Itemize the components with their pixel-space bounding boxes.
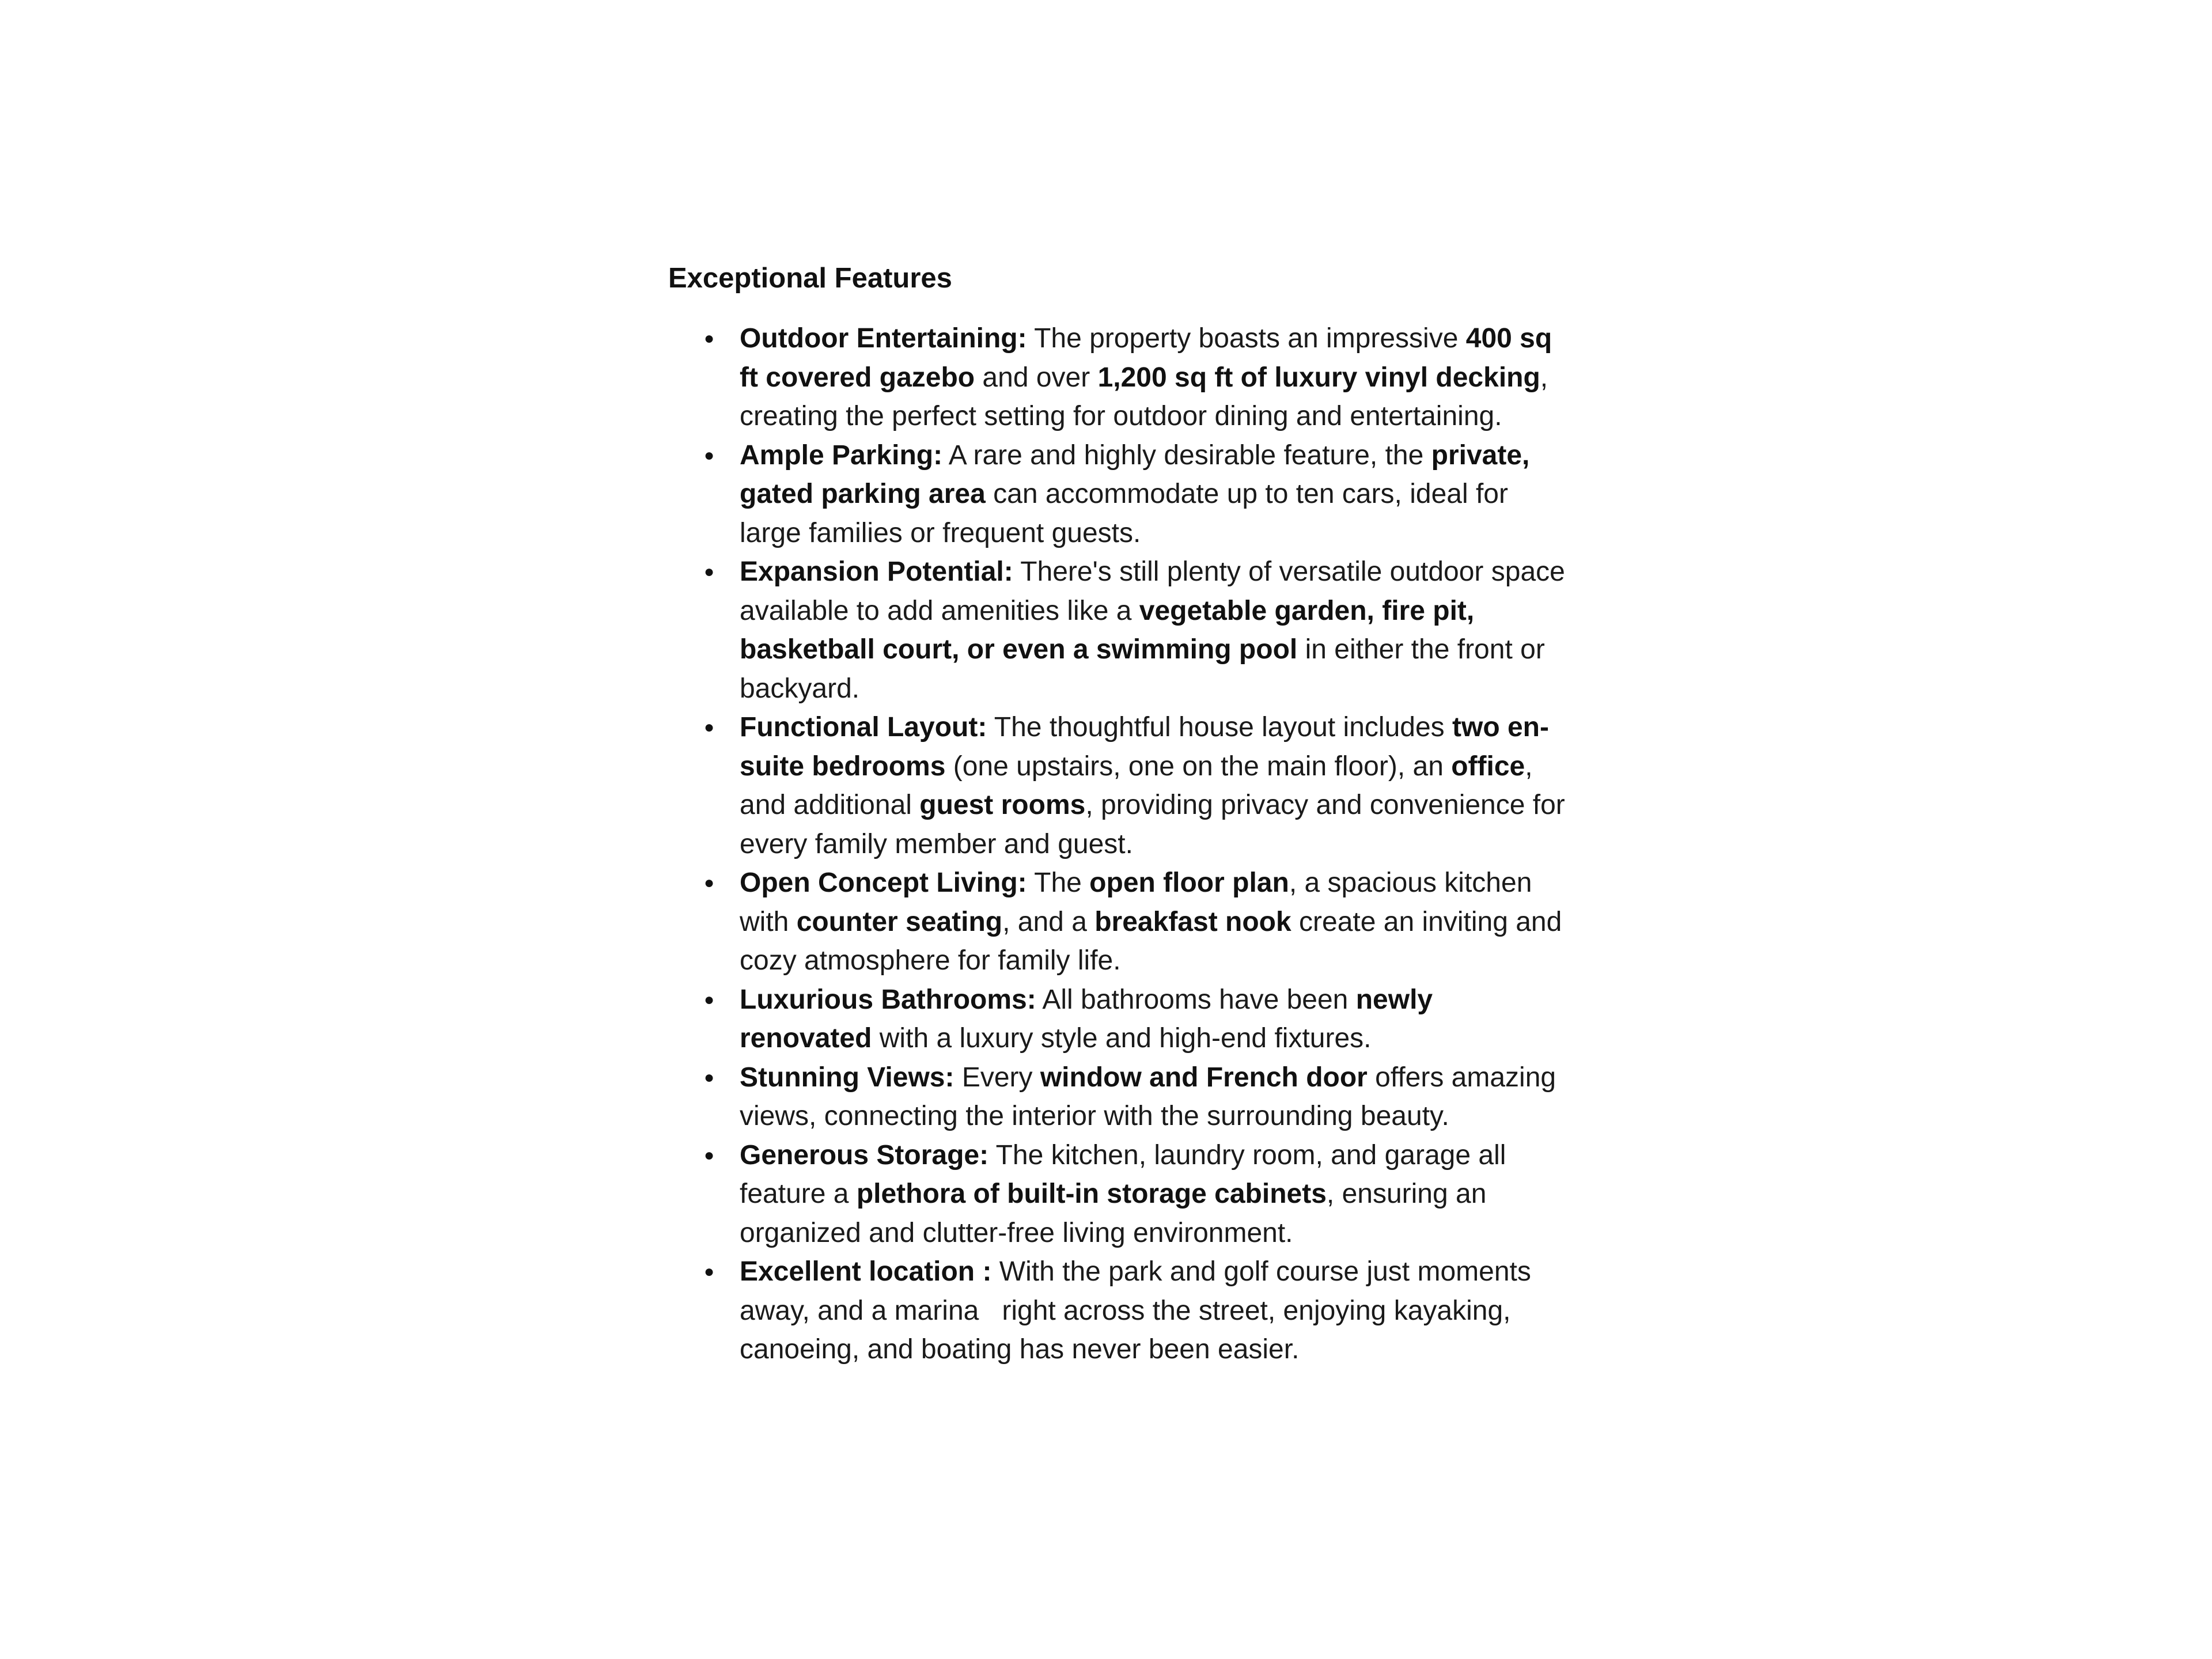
feature-list-item <box>668 436 1567 553</box>
feature-list-item <box>668 1136 1567 1253</box>
feature-text: The property boasts an impressive <box>1034 323 1466 354</box>
feature-highlight: 1,200 sq ft of luxury vinyl decking <box>1097 362 1540 393</box>
section-heading: Exceptional Features <box>668 263 952 294</box>
feature-list-item <box>668 980 1567 1058</box>
feature-text: With the park and golf course just moments away, and a marina right across the street, enjoying kayaking, canoeing, and boating has never been easier. <box>740 1256 1531 1365</box>
bullet-icon <box>704 863 714 906</box>
feature-text: , providing privacy and convenience for every family member and guest. <box>740 790 1565 859</box>
feature-list-item <box>668 863 1567 980</box>
feature-label: Excellent location : <box>740 1256 992 1287</box>
feature-text: , and additional <box>740 751 1533 820</box>
feature-text: create an inviting and cozy atmosphere for family life. <box>740 906 1562 976</box>
feature-text: in either the front or backyard. <box>740 634 1545 704</box>
bullet-icon <box>704 1252 714 1295</box>
feature-label: Ample Parking: <box>740 440 943 471</box>
feature-text: , and a <box>1002 906 1095 937</box>
feature-text: with a luxury style and high-end fixtures. <box>872 1023 1372 1054</box>
feature-list-item <box>668 552 1567 708</box>
feature-list-item <box>668 1058 1567 1136</box>
feature-highlight: vegetable garden, fire pit, basketball court, or even a swimming pool <box>740 595 1475 665</box>
feature-label: Outdoor Entertaining: <box>740 323 1027 354</box>
feature-highlight: private, gated parking area <box>740 440 1530 509</box>
bullet-icon <box>704 1058 714 1101</box>
bullet-icon <box>704 319 714 362</box>
feature-text: The kitchen, laundry room, and garage all feature a <box>740 1139 1506 1209</box>
feature-highlight: two en-suite bedrooms <box>740 712 1549 782</box>
feature-text: All bathrooms have been <box>1042 984 1356 1015</box>
feature-label: Luxurious Bathrooms: <box>740 984 1036 1015</box>
feature-label: Generous Storage: <box>740 1139 989 1171</box>
feature-label: Expansion Potential: <box>740 556 1013 587</box>
feature-list-item <box>668 319 1567 436</box>
feature-text: , a spacious kitchen with <box>740 868 1532 937</box>
feature-text: and over <box>975 362 1098 393</box>
feature-text: There's still plenty of versatile outdoor space available to add amenities like a <box>740 556 1565 626</box>
feature-text: offers amazing views, connecting the interior with the surrounding beauty. <box>740 1062 1556 1131</box>
bullet-icon <box>704 552 714 595</box>
feature-text: A rare and highly desirable feature, the <box>948 440 1431 471</box>
bullet-icon <box>704 708 714 751</box>
feature-text: The <box>1034 868 1090 898</box>
bullet-icon <box>704 980 714 1023</box>
feature-text: Every <box>961 1062 1040 1093</box>
feature-label: Open Concept Living: <box>740 868 1027 898</box>
feature-highlight: 400 sq ft covered gazebo <box>740 323 1552 393</box>
feature-list-item <box>668 708 1567 863</box>
feature-text: The thoughtful house layout includes <box>994 712 1452 743</box>
feature-highlight: office <box>1451 751 1525 782</box>
feature-highlight: window and French door <box>1040 1062 1368 1093</box>
feature-highlight: counter seating <box>796 906 1003 937</box>
bullet-icon <box>704 1136 714 1179</box>
feature-highlight: open floor plan <box>1089 868 1289 898</box>
feature-text: , creating the perfect setting for outdoor dining and entertaining. <box>740 362 1548 431</box>
feature-list <box>668 319 1567 1369</box>
feature-highlight: breakfast nook <box>1094 906 1291 937</box>
feature-highlight: guest rooms <box>919 790 1086 820</box>
feature-text: can accommodate up to ten cars, ideal for large families or frequent guests. <box>740 479 1508 548</box>
document-body <box>668 260 1567 1369</box>
feature-text: , ensuring an organized and clutter-free living environment. <box>740 1179 1487 1248</box>
feature-text: (one upstairs, one on the main floor), an <box>945 751 1452 782</box>
feature-label: Functional Layout: <box>740 712 987 743</box>
bullet-icon <box>704 436 714 479</box>
feature-list-item <box>668 1252 1567 1369</box>
feature-highlight: plethora of built-in storage cabinets <box>856 1179 1327 1209</box>
feature-highlight: newly renovated <box>740 984 1433 1054</box>
feature-label: Stunning Views: <box>740 1062 955 1093</box>
